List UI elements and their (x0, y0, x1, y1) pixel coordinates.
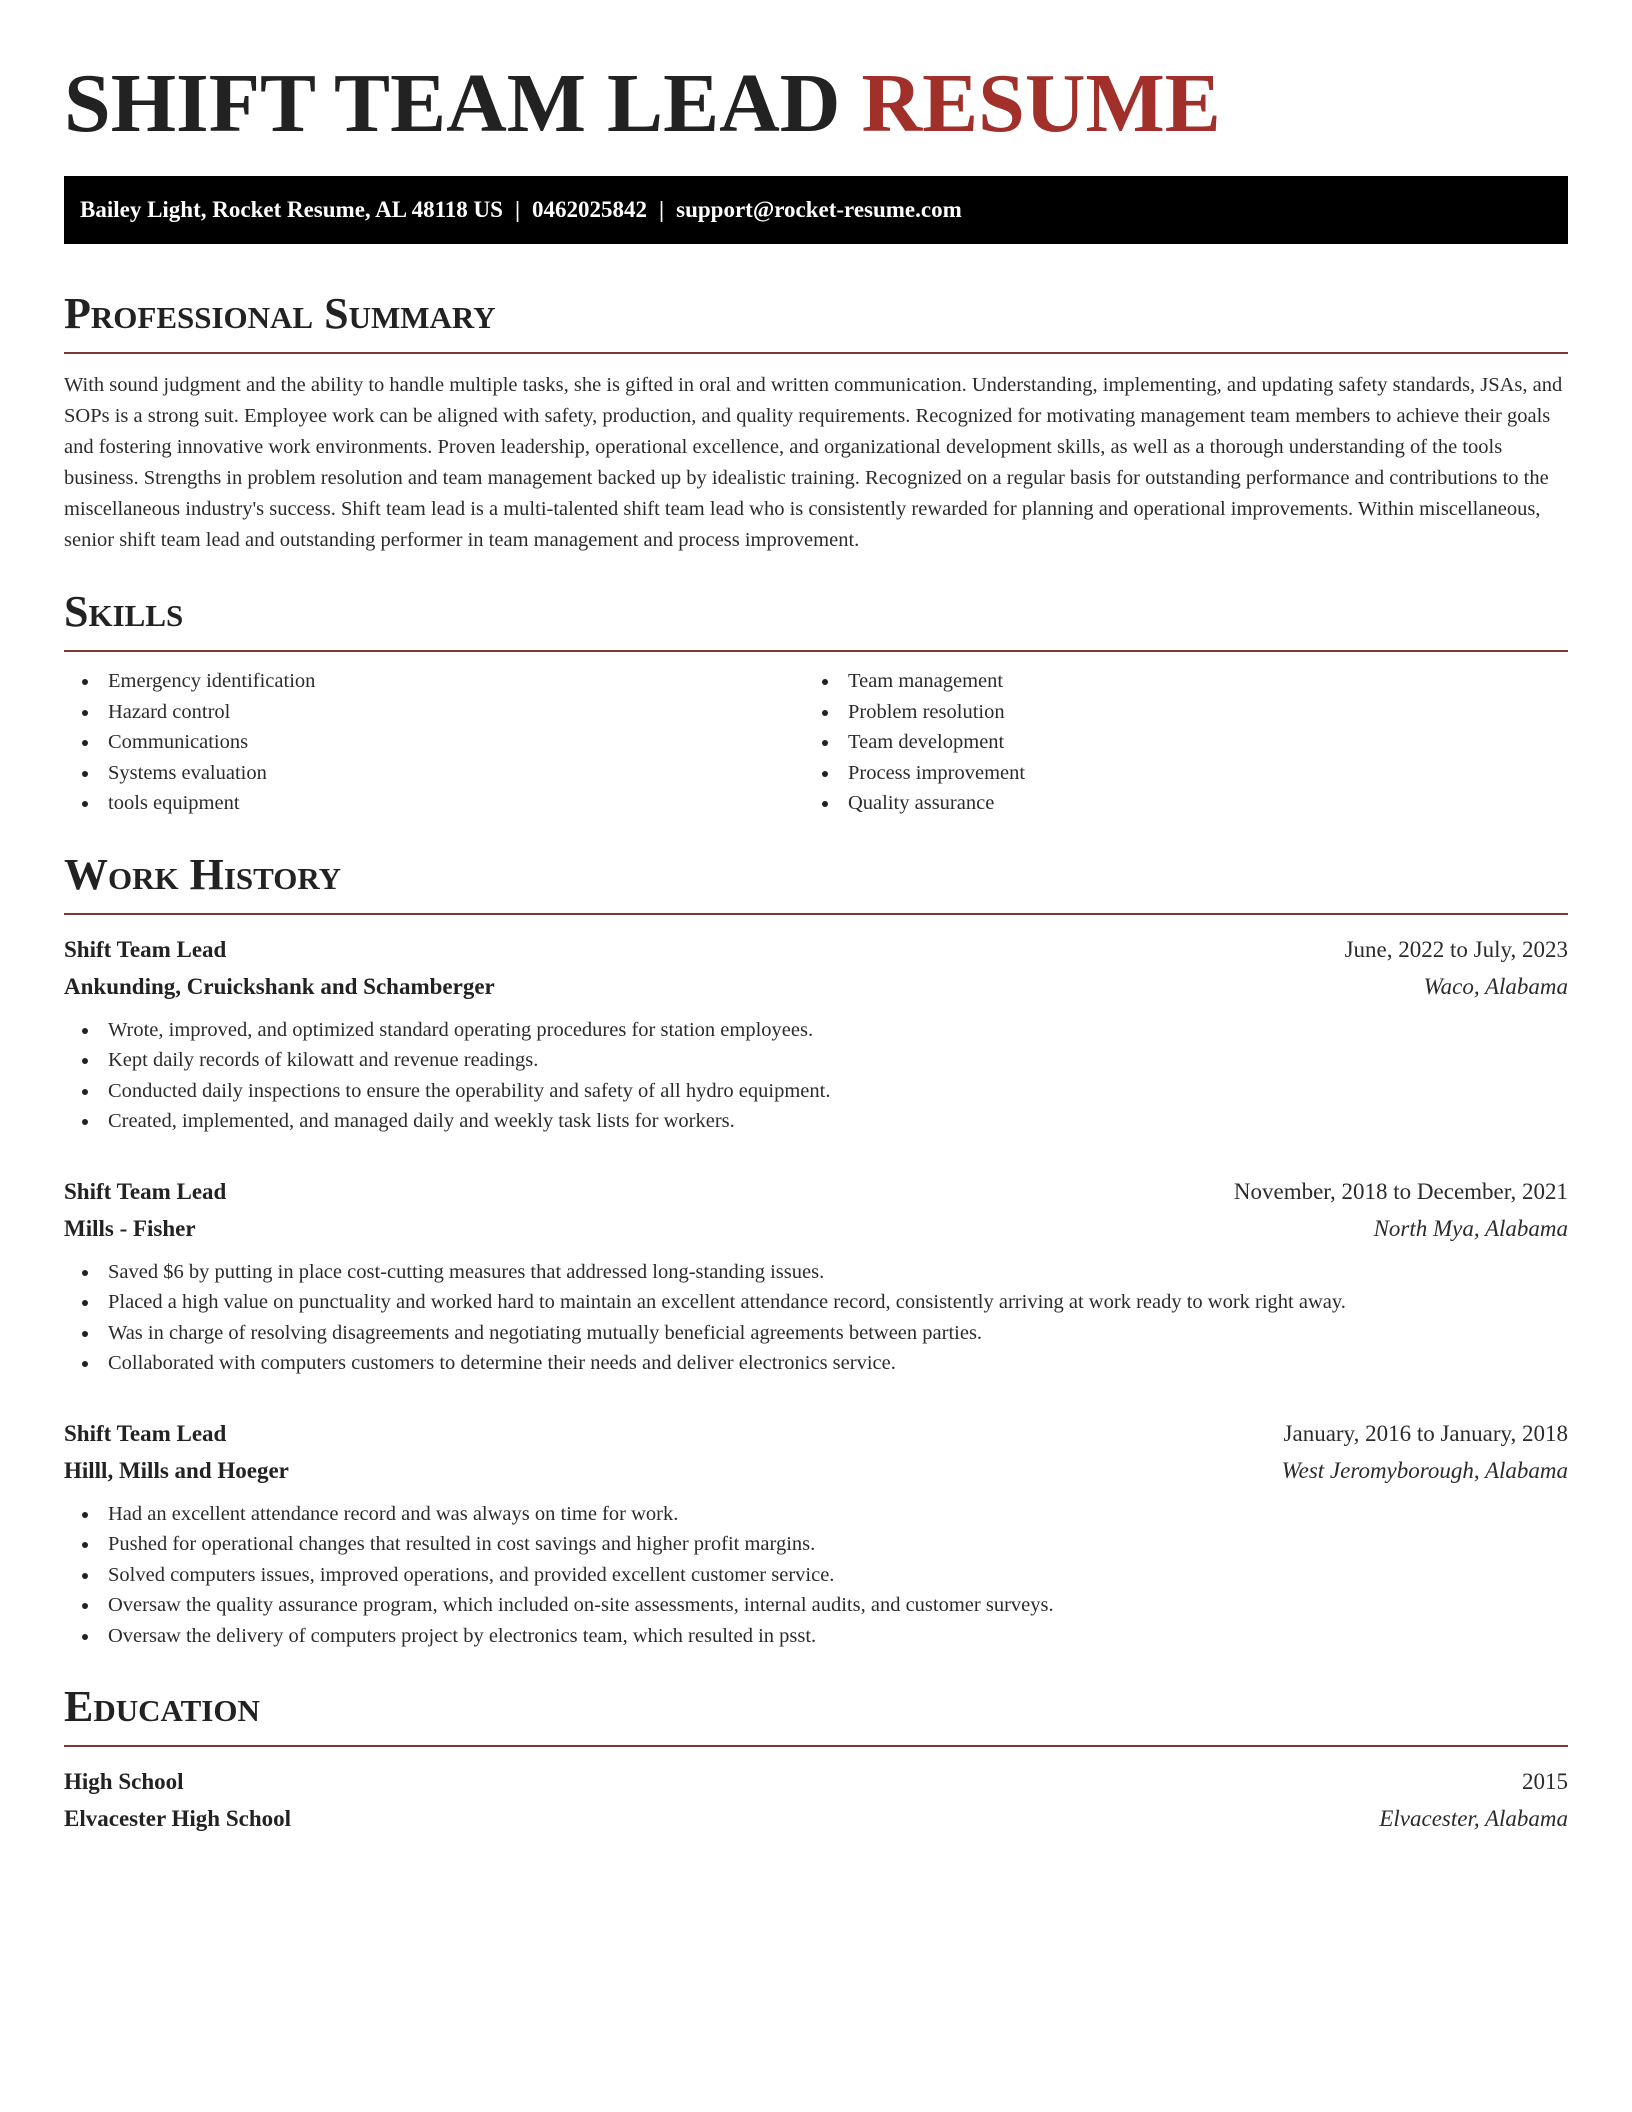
job-bullet: Created, implemented, and managed daily and weekly task lists for workers. (64, 1106, 1568, 1137)
job-bullet: Wrote, improved, and optimized standard operating procedures for station employees. (64, 1015, 1568, 1046)
skill-item: Process improvement (804, 758, 1544, 789)
job-header (64, 1415, 1568, 1452)
job-subheader (64, 1452, 1568, 1489)
contact-email[interactable]: support@rocket-resume.com (676, 197, 962, 222)
job-bullet: Placed a high value on punctuality and worked hard to maintain an excellent attendance record, consistently arriving at work ready to work right away. (64, 1287, 1568, 1318)
skill-item: Team management (804, 666, 1544, 697)
education-subheader (64, 1800, 1568, 1837)
skill-item: Hazard control (64, 697, 804, 728)
job-bullets (64, 1257, 1568, 1379)
job-company: Mills - Fisher (64, 1215, 196, 1241)
education-header (64, 1763, 1568, 1800)
skill-item: Quality assurance (804, 788, 1544, 819)
skills-section (64, 586, 1568, 819)
job-company: Hilll, Mills and Hoeger (64, 1457, 289, 1483)
summary-text: With sound judgment and the ability to handle multiple tasks, she is gifted in oral and written communication. Understanding, implementing, and updating safety standards, JSAs, and SOPs is a strong suit. Employee work can be aligned with safety, production, and quality requirements. Recognized for motivating management team members to achieve their goals and fostering innovative work environments. Proven leadership, operational excellence, and organizational development skills, as well as a thorough understanding of the tools business. Strengths in problem resolution and team management backed up by idealistic training. Recognized on a regular basis for outstanding performance and contributions to the miscellaneous industry's success. Shift team lead is a multi-talented shift team lead who is consistently rewarded for planning and operational improvements. Within miscellaneous, senior shift team lead and outstanding performer in team management and process improvement. (64, 374, 1563, 551)
resume-title-main: SHIFT TEAM LEAD (64, 57, 841, 150)
job-bullet: Had an excellent attendance record and was always on time for work. (64, 1499, 1568, 1530)
education-school: Elvacester High School (64, 1806, 292, 1831)
job-title: Shift Team Lead (64, 1178, 227, 1204)
job-bullet: Saved $6 by putting in place cost-cutting measures that addressed long-standing issues. (64, 1257, 1568, 1288)
skill-item: Problem resolution (804, 697, 1544, 728)
resume-title (64, 56, 1568, 152)
job-entry (64, 931, 1568, 1137)
job-bullet: Oversaw the delivery of computers project by electronics team, which resulted in psst. (64, 1621, 1568, 1652)
work-history-heading: Work History (64, 849, 1568, 915)
job-subheader (64, 968, 1568, 1005)
job-dates: June, 2022 to July, 2023 (1344, 936, 1568, 962)
education-entry (64, 1763, 1568, 1837)
skill-item: Team development (804, 727, 1544, 758)
contact-phone: 0462025842 (532, 197, 648, 222)
skill-item: Communications (64, 727, 804, 758)
contact-address: Bailey Light, Rocket Resume, AL 48118 US (80, 197, 503, 222)
contact-separator: | (514, 197, 521, 222)
resume-page (64, 0, 1568, 1837)
job-bullet: Pushed for operational changes that resulted in cost savings and higher profit margins. (64, 1529, 1568, 1560)
job-company: Ankunding, Cruickshank and Schamberger (64, 973, 495, 999)
education-year: 2015 (1522, 1769, 1568, 1794)
education-section (64, 1681, 1568, 1837)
job-header (64, 1173, 1568, 1210)
summary-section (64, 288, 1568, 556)
resume-title-accent: RESUME (861, 57, 1221, 150)
job-dates: January, 2016 to January, 2018 (1283, 1420, 1568, 1446)
education-degree: High School (64, 1769, 184, 1794)
education-location: Elvacester, Alabama (1379, 1806, 1568, 1831)
job-dates: November, 2018 to December, 2021 (1233, 1178, 1568, 1204)
skill-item: Systems evaluation (64, 758, 804, 789)
skill-item: tools equipment (64, 788, 804, 819)
job-title: Shift Team Lead (64, 1420, 227, 1446)
job-header (64, 931, 1568, 968)
skills-column-left (64, 666, 804, 819)
contact-separator: | (659, 197, 665, 222)
job-bullet: Oversaw the quality assurance program, which included on-site assessments, internal audits, and customer surveys. (64, 1590, 1568, 1621)
job-location: North Mya, Alabama (1373, 1215, 1568, 1241)
job-title: Shift Team Lead (64, 936, 227, 962)
job-subheader (64, 1210, 1568, 1247)
job-entry (64, 1173, 1568, 1379)
job-bullet: Was in charge of resolving disagreements and negotiating mutually beneficial agreements between parties. (64, 1318, 1568, 1349)
education-heading: Education (64, 1681, 1568, 1747)
skills-column-right (804, 666, 1544, 819)
job-bullets (64, 1015, 1568, 1137)
job-bullet: Solved computers issues, improved operations, and provided excellent customer service. (64, 1560, 1568, 1591)
job-location: Waco, Alabama (1423, 973, 1568, 999)
skills-list (64, 666, 1568, 819)
job-bullet: Conducted daily inspections to ensure the operability and safety of all hydro equipment. (64, 1076, 1568, 1107)
summary-heading: Professional Summary (64, 288, 1568, 354)
contact-bar (64, 176, 1568, 244)
skills-heading: Skills (64, 586, 1568, 652)
job-location: West Jeromyborough, Alabama (1281, 1457, 1568, 1483)
job-bullet: Kept daily records of kilowatt and revenue readings. (64, 1045, 1568, 1076)
work-history-section (64, 849, 1568, 1652)
skill-item: Emergency identification (64, 666, 804, 697)
job-bullet: Collaborated with computers customers to determine their needs and deliver electronics service. (64, 1348, 1568, 1379)
job-entry (64, 1415, 1568, 1652)
job-bullets (64, 1499, 1568, 1652)
